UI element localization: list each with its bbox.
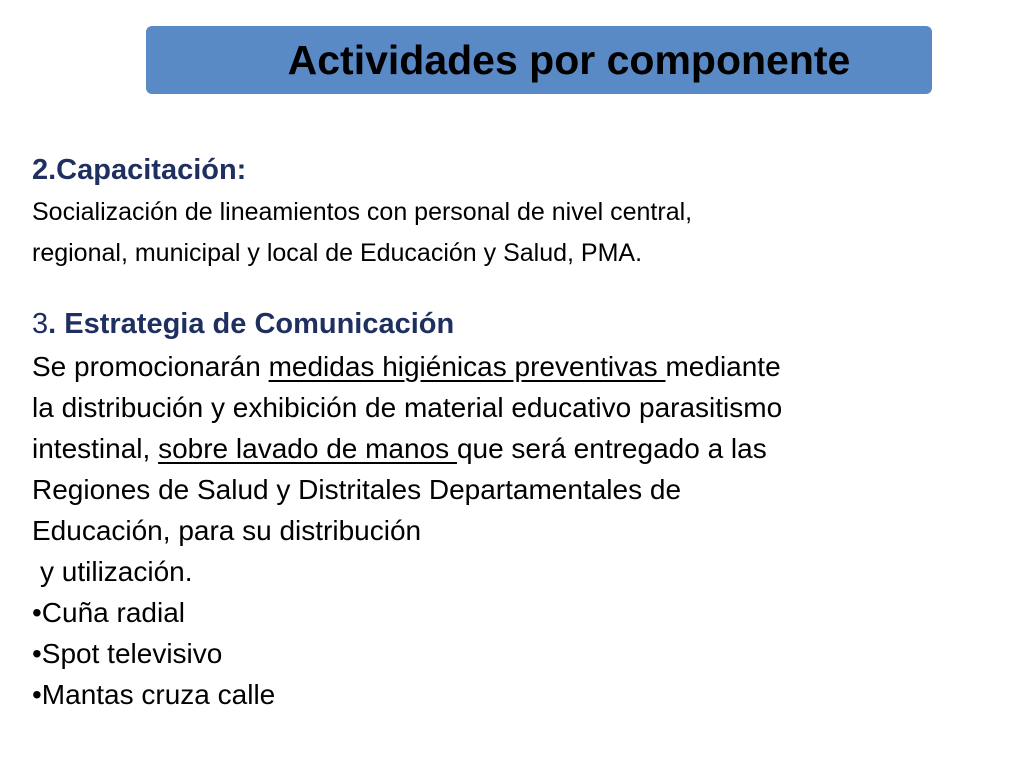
section-2-heading-text: 2.Capacitación: (32, 154, 247, 186)
bullet-item: •Spot televisivo (32, 638, 223, 669)
title-bar (146, 26, 932, 94)
bullet-item: •Cuña radial (32, 597, 186, 628)
slide-title: Actividades por componente (287, 36, 851, 83)
section-2-body (32, 192, 992, 274)
section-3-line-3 (32, 428, 992, 469)
section-2-line: Socialización de lineamientos con personal de nivel central, (32, 198, 693, 226)
section-2-heading (32, 148, 992, 192)
section-3-line-1 (32, 346, 992, 387)
text-run: que será entregado a las (456, 433, 767, 464)
underlined-text: medidas higiénicas preventivas (268, 351, 666, 382)
slide-content (32, 148, 992, 715)
section-3-line-2: la distribución y exhibición de material educativo parasitismo (32, 392, 783, 423)
text-run: Se promocionarán (32, 351, 269, 382)
text-run: mediante (665, 351, 781, 382)
section-3-line-5: Educación, para su distribución (32, 515, 422, 546)
text-run: intestinal, (32, 433, 159, 464)
section-3-heading (32, 302, 992, 346)
section-spacer (32, 274, 992, 302)
section-2-line: regional, municipal y local de Educación y Salud, PMA. (32, 239, 643, 267)
section-3-number: 3 (32, 308, 49, 340)
section-3-line-4: Regiones de Salud y Distritales Departamentales de (32, 474, 682, 505)
section-3-line-6: y utilización. (40, 556, 193, 587)
section-3-body (32, 346, 992, 715)
section-3-heading-text: . Estrategia de Comunicación (48, 308, 455, 340)
bullet-item: •Mantas cruza calle (32, 679, 276, 710)
underlined-text: sobre lavado de manos (158, 433, 457, 464)
